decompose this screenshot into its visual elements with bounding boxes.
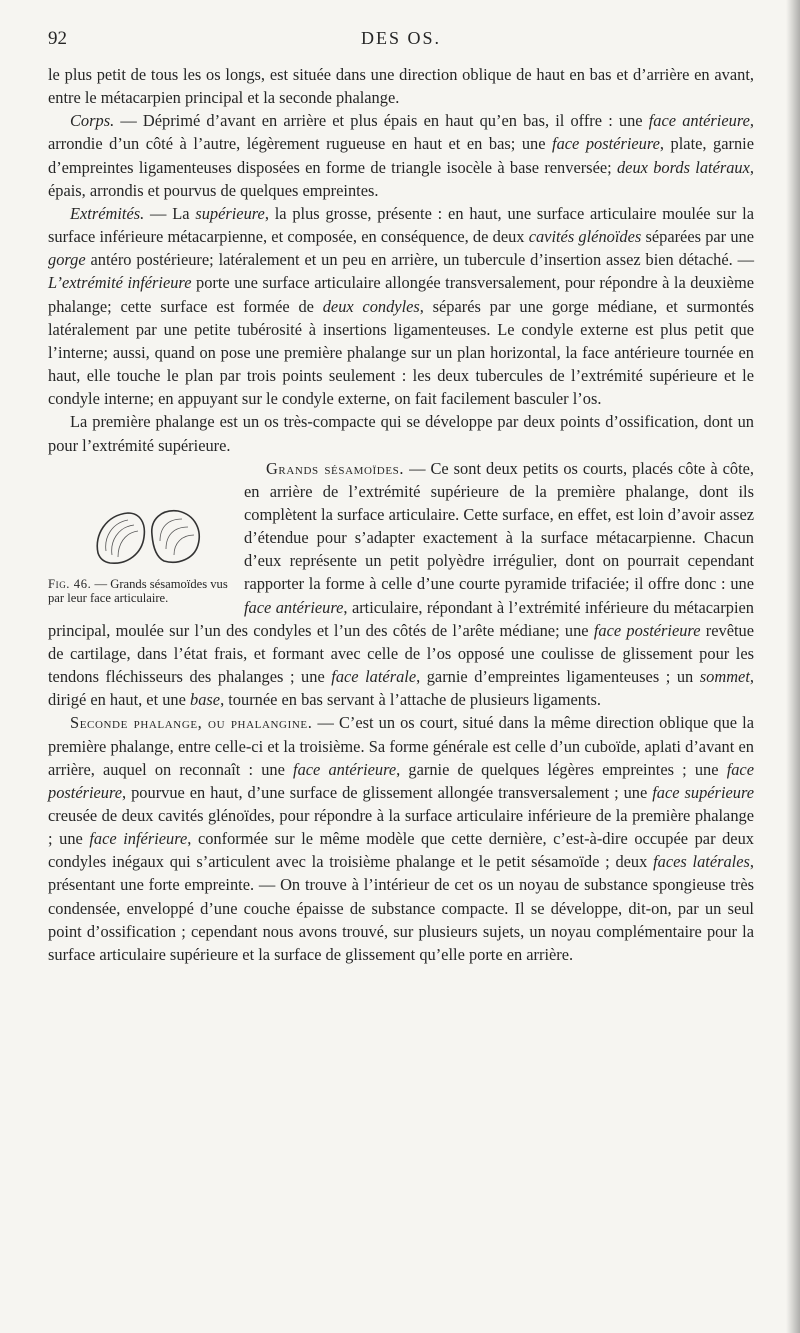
figure-caption (48, 577, 238, 605)
right-sesamoid-outline (152, 510, 199, 561)
figure-label: Fig. 46. (48, 576, 92, 591)
figure-46 (48, 505, 243, 615)
page-header (48, 28, 754, 54)
section-lead: Corps. (70, 111, 115, 131)
page-edge-shadow (786, 0, 800, 1333)
paragraph-seconde-phalange: Seconde phalange, ou phalangine. — C’est un os court, situé dans la même direction oblique que la première phalange, entre celle-ci et la troisième. Sa forme générale est celle d’un cuboïde, aplati d’avant en arrière, auquel on reconnaît : une face antérieure, garnie de quelques légères empreintes ; une face postérieure, pourvue en haut, d’une surface de glissement allongée transversalement ; une face supérieure creusée de deux cavités glénoïdes, pour répondre à la surface articulaire inférieure de la première phalange ; une face inférieure, conformée sur le même modèle que cette dernière, c’est-à-dire occupée par deux condyles inégaux qui s’articulent avec la troisième phalange et le petit sésamoïde ; deux faces latérales, présentant une forte empreinte. — On trouve à l’intérieur de cet os un noyau de substance spongieuse très condensée, enveloppé d’une couche épaisse de substance compacte. Il se développe, dit-on, par un seul point d’ossification ; cependant nous avons trouvé, sur plusieurs sujets, un noyau complémentaire pour la surface articulaire supérieure et la surface de glissement qu’elle porte en arrière. (48, 713, 755, 964)
sesamoid-bones-illustration (88, 505, 208, 571)
paragraph-grands-sesamoides: Grands sésamoïdes. — Ce sont deux petits os courts, placés côte à côte, en arrière de l’extrémité supérieure de la première phalange, dont ils complètent la surface articulaire. Cette surface, en effet, est loin d’avoir assez d’étendue pour s’adapter exactement à la surface métacarpienne. Chacun d’eux représente un petit polyèdre irrégulier, dont on pourrait cependant rapporter la forme à celle d’une courte pyramide trifaciée; il offre donc : une face antérieure, articulaire, répondant à l’extrémité inférieure du métacarpien principal, moulée sur l’un des condyles et l’un des côtés de l’arête médiane; une face postérieure revêtue de cartilage, dans l’état frais, et formant avec celle de l’os opposé une coulisse de glissement pour les tendons fléchisseurs des phalanges ; une face latérale, garnie d’empreintes ligamenteuses ; un sommet, dirigé en haut, et une base, tournée en bas servant à l’attache de plusieurs ligaments. (48, 458, 754, 710)
figure-caption-text: — Grands sésamoïdes vus par leur face articulaire. (48, 576, 228, 605)
paragraph-corps: Corps. — Déprimé d’avant en arrière et plus épais en haut qu’en bas, il offre : une face antérieure, arrondie d’un côté à l’autre, légèrement rugueuse en haut et en bas; une face postérieure, plate, garnie d’empreintes ligamenteuses disposées en forme de triangle isocèle à base renversée; deux bords latéraux, épais, arrondis et pourvus de quelques empreintes. (48, 111, 754, 200)
section-lead: Extrémités. (70, 203, 145, 223)
paragraph-extremites: Extrémités. — La supérieure, la plus grosse, présente : en haut, une surface articulaire moulée sur la surface inférieure métacarpienne, et composée, en conséquence, de deux cavités glénoïdes séparées par une gorge antéro postérieure; latéralement et un peu en arrière, un tubercule d’insertion assez bien détaché. — L’extrémité inférieure porte une surface articulaire allongée transversalement, pour répondre à la deuxième phalange; cette surface est formée de deux condyles, séparés par une gorge médiane, et surmontés latéralement par une petite tubérosité à insertions ligamenteuses. Le condyle externe est plus petit que l’interne; aussi, quand on pose une première phalange sur un plan horizontal, la face antérieure tournée en haut, elle touche le plan par trois points seulement : les deux tubercules de l’extrémité supérieure et le condyle interne; en appuyant sur le condyle externe, on fait facilement basculer l’os. (48, 203, 755, 409)
paragraph-ossification: La première phalange est un os très-compacte qui se développe par deux points d’ossification, dont un pour l’extrémité supérieure. (48, 412, 754, 455)
section-lead: Seconde phalange, ou phalangine. (70, 713, 313, 733)
paragraph-continuation: le plus petit de tous les os longs, est située dans une direction oblique de haut en bas et d’arrière en avant, entre le métacarpien principal et la seconde phalange. (48, 65, 754, 108)
left-sesamoid-outline (97, 513, 144, 563)
section-lead: Grands sésamoïdes. (266, 458, 405, 478)
page-number: 92 (48, 28, 67, 49)
running-head: DES OS. (360, 28, 441, 48)
